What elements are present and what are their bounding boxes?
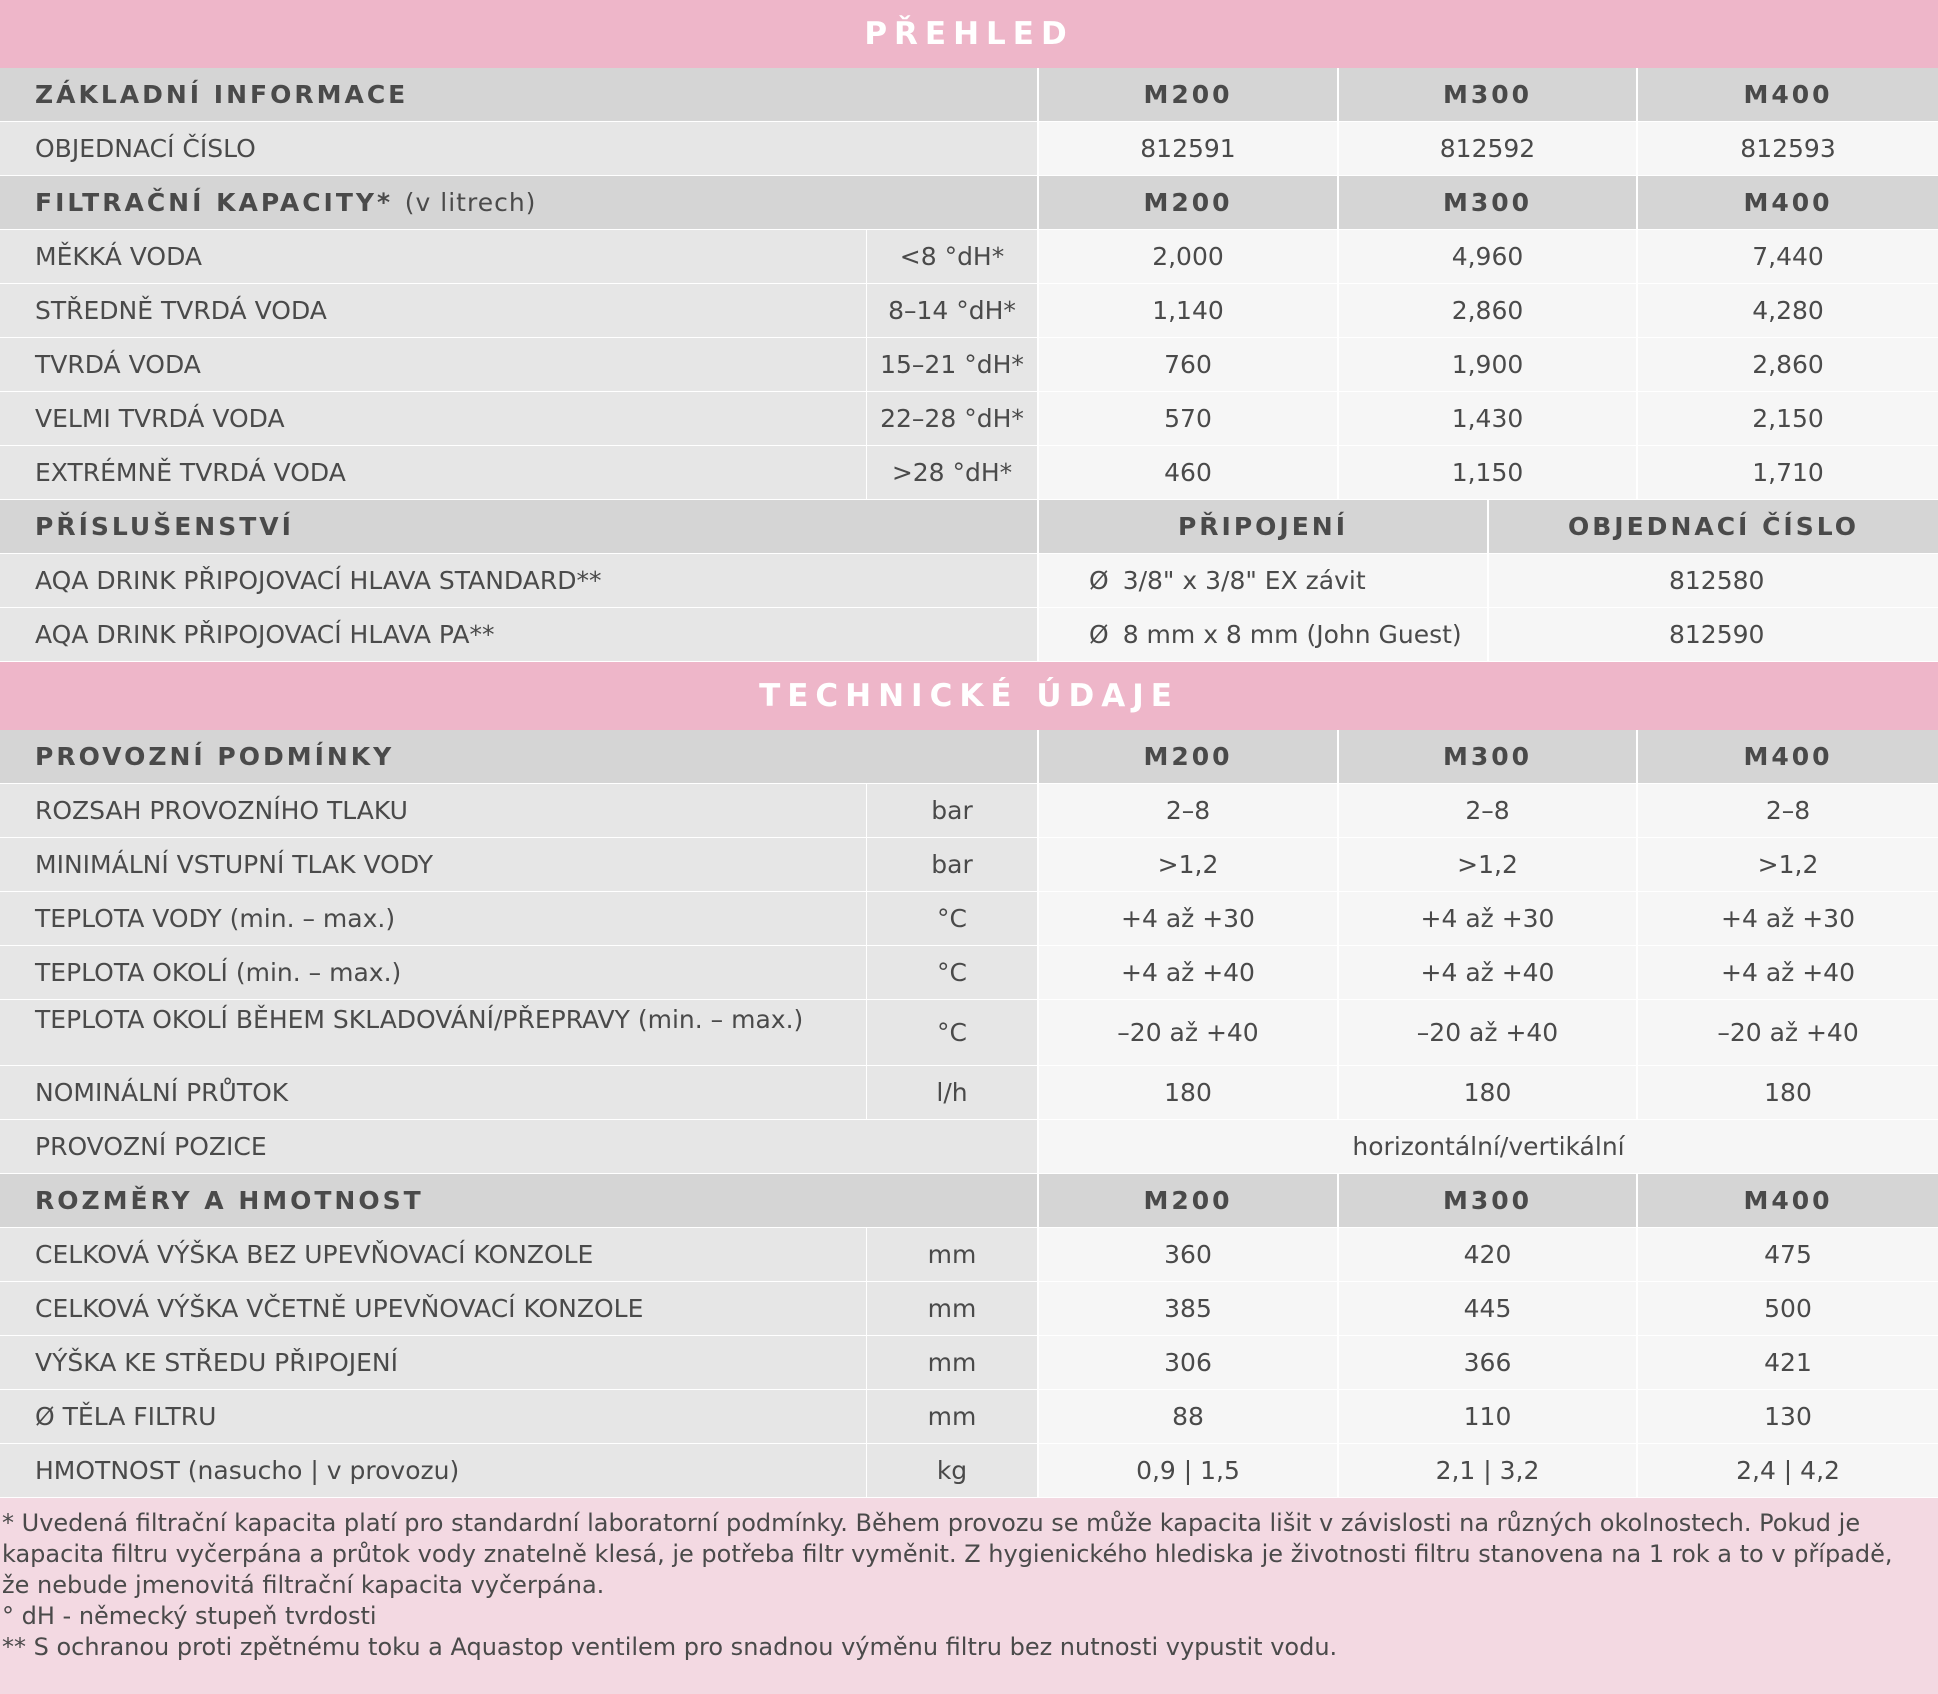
model-header-m200: M200 [1037,68,1337,122]
table-row [0,1336,1938,1390]
accessories-section [0,500,1938,554]
row-unit: kg [866,1444,1037,1498]
model-header-m400: M400 [1636,68,1938,122]
table-row [0,892,1938,946]
value-m200: 812591 [1037,122,1337,176]
row-label: EXTRÉMNĚ TVRDÁ VODA [0,446,866,500]
accessory-row [0,554,1938,608]
table-row [0,1066,1938,1120]
accessory-order-number: 812590 [1487,608,1938,662]
value-m400: –20 až +40 [1636,1000,1938,1066]
capacity-section-heading [0,176,1037,230]
order-number-row [0,122,1938,176]
value-m400: 812593 [1636,122,1938,176]
basic-info-section-heading [0,68,1037,122]
footnotes [2,1508,1927,1663]
model-header-m400: M400 [1636,1174,1938,1228]
footnote-dh: ° dH - německý stupeň tvrdosti [2,1602,377,1630]
table-row [0,1282,1938,1336]
value-m400: 500 [1636,1282,1938,1336]
accessories-heading: PŘÍSLUŠENSTVÍ [0,500,1037,554]
table-row [0,338,1938,392]
value-m400: 421 [1636,1336,1938,1390]
row-unit: mm [866,1390,1037,1444]
value-m300: 4,960 [1337,230,1636,284]
value-m400: 4,280 [1636,284,1938,338]
accessory-row [0,608,1938,662]
value-m200: 460 [1037,446,1337,500]
row-label: CELKOVÁ VÝŠKA VČETNĚ UPEVŇOVACÍ KONZOLE [0,1282,866,1336]
accessory-connection [1037,554,1487,608]
diameter-symbol: Ø [1089,566,1109,595]
model-header-m300: M300 [1337,176,1636,230]
value-m400: +4 až +30 [1636,892,1938,946]
value-m400: 2,150 [1636,392,1938,446]
connection-header: PŘIPOJENÍ [1037,500,1487,554]
model-header-m200: M200 [1037,730,1337,784]
section-heading-text: ROZMĚRY A HMOTNOST [35,1186,424,1215]
value-m400: 2,4 | 4,2 [1636,1444,1938,1498]
value-m300: +4 až +40 [1337,946,1636,1000]
section-heading-text: PROVOZNÍ PODMÍNKY [35,742,395,771]
table-row [0,1390,1938,1444]
row-label: VELMI TVRDÁ VODA [0,392,866,446]
value-m300: 1,150 [1337,446,1636,500]
position-value: horizontální/vertikální [1037,1120,1938,1174]
value-m300: 180 [1337,1066,1636,1120]
row-label: TEPLOTA VODY (min. – max.) [0,892,866,946]
row-label: STŘEDNĚ TVRDÁ VODA [0,284,866,338]
technical-banner [0,662,1938,730]
row-label: TEPLOTA OKOLÍ (min. – max.) [0,946,866,1000]
row-unit: 22–28 °dH* [866,392,1037,446]
value-m300: 420 [1337,1228,1636,1282]
table-row [0,230,1938,284]
table-row [0,1000,1938,1066]
row-label: CELKOVÁ VÝŠKA BEZ UPEVŇOVACÍ KONZOLE [0,1228,866,1282]
dimensions-section-heading [0,1174,1037,1228]
value-m300: >1,2 [1337,838,1636,892]
value-m200: 180 [1037,1066,1337,1120]
value-m200: 2,000 [1037,230,1337,284]
table-row [0,784,1938,838]
model-header-m300: M300 [1337,68,1636,122]
table-row [0,1444,1938,1498]
model-header-m200: M200 [1037,1174,1337,1228]
value-m200: 2–8 [1037,784,1337,838]
value-m200: 306 [1037,1336,1337,1390]
row-unit: °C [866,946,1037,1000]
row-label: NOMINÁLNÍ PRŮTOK [0,1066,866,1120]
value-m200: +4 až +30 [1037,892,1337,946]
diameter-symbol: Ø [1089,620,1109,649]
operating-section-heading [0,730,1037,784]
row-unit: bar [866,784,1037,838]
value-m300: 366 [1337,1336,1636,1390]
model-header-m400: M400 [1636,730,1938,784]
value-m300: –20 až +40 [1337,1000,1636,1066]
overview-banner [0,0,1938,68]
row-label: Ø TĚLA FILTRU [0,1390,866,1444]
row-unit: mm [866,1228,1037,1282]
value-m400: 7,440 [1636,230,1938,284]
connection-text: 3/8" x 3/8" EX závit [1122,566,1366,595]
table-row [0,284,1938,338]
accessory-order-number: 812580 [1487,554,1938,608]
value-m200: 760 [1037,338,1337,392]
row-unit: mm [866,1282,1037,1336]
value-m200: +4 až +40 [1037,946,1337,1000]
row-label: OBJEDNACÍ ČÍSLO [0,122,1037,176]
row-unit: 15–21 °dH* [866,338,1037,392]
operating-section [0,730,1938,784]
table-row [0,838,1938,892]
row-label: MINIMÁLNÍ VSTUPNÍ TLAK VODY [0,838,866,892]
value-m200: 570 [1037,392,1337,446]
table-row [0,1228,1938,1282]
row-unit: <8 °dH* [866,230,1037,284]
connection-text: 8 mm x 8 mm (John Guest) [1122,620,1462,649]
row-label: TEPLOTA OKOLÍ BĚHEM SKLADOVÁNÍ/PŘEPRAVY (min. – max.) [0,1000,866,1066]
model-header-m300: M300 [1337,1174,1636,1228]
value-m400: 1,710 [1636,446,1938,500]
value-m300: 2,1 | 3,2 [1337,1444,1636,1498]
footnote-capacity: * Uvedená filtrační kapacita platí pro standardní laboratorní podmínky. Během provozu se může kapacita lišit v závislosti na různých okolnostech. Pokud je kapacita filtru vyčerpána a průtok vody znatelně klesá, je potřeba filtr vyměnit. Z hygienického hlediska je životnosti filtru stanovena na 1 rok a to v případě, že nebude jmenovitá filtrační kapacita vyčerpána. [2,1509,1893,1599]
value-m200: 0,9 | 1,5 [1037,1444,1337,1498]
row-unit: °C [866,1000,1037,1066]
row-unit: >28 °dH* [866,446,1037,500]
value-m300: 1,900 [1337,338,1636,392]
operating-position-row [0,1120,1938,1174]
value-m300: 445 [1337,1282,1636,1336]
table-row [0,446,1938,500]
value-m400: >1,2 [1636,838,1938,892]
section-heading-text: ZÁKLADNÍ INFORMACE [35,80,409,109]
value-m200: –20 až +40 [1037,1000,1337,1066]
row-unit: mm [866,1336,1037,1390]
section-heading-unit: (v litrech) [404,188,537,217]
value-m300: 110 [1337,1390,1636,1444]
value-m300: 2,860 [1337,284,1636,338]
footnote-accessories: ** S ochranou proti zpětnému toku a Aquastop ventilem pro snadnou výměnu filtru bez nutnosti vypustit vodu. [2,1633,1338,1661]
value-m200: 385 [1037,1282,1337,1336]
accessory-connection [1037,608,1487,662]
row-label: PROVOZNÍ POZICE [0,1120,1037,1174]
row-label: VÝŠKA KE STŘEDU PŘIPOJENÍ [0,1336,866,1390]
row-unit: bar [866,838,1037,892]
value-m300: +4 až +30 [1337,892,1636,946]
basic-info-section [0,68,1938,122]
value-m400: 180 [1636,1066,1938,1120]
value-m400: 475 [1636,1228,1938,1282]
value-m400: +4 až +40 [1636,946,1938,1000]
dimensions-section [0,1174,1938,1228]
model-header-m200: M200 [1037,176,1337,230]
model-header-m300: M300 [1337,730,1636,784]
row-label: TVRDÁ VODA [0,338,866,392]
value-m300: 812592 [1337,122,1636,176]
row-unit: 8–14 °dH* [866,284,1037,338]
table-row [0,946,1938,1000]
capacity-section [0,176,1938,230]
overview-banner-title: PŘEHLED [0,0,1938,68]
value-m200: >1,2 [1037,838,1337,892]
value-m200: 1,140 [1037,284,1337,338]
value-m300: 1,430 [1337,392,1636,446]
order-number-header: OBJEDNACÍ ČÍSLO [1487,500,1938,554]
section-heading-text: FILTRAČNÍ KAPACITY* [35,188,394,217]
accessory-label: AQA DRINK PŘIPOJOVACÍ HLAVA PA** [0,608,1037,662]
table-row [0,392,1938,446]
row-unit: °C [866,892,1037,946]
accessory-label: AQA DRINK PŘIPOJOVACÍ HLAVA STANDARD** [0,554,1037,608]
row-label: ROZSAH PROVOZNÍHO TLAKU [0,784,866,838]
value-m400: 2–8 [1636,784,1938,838]
value-m200: 88 [1037,1390,1337,1444]
value-m400: 130 [1636,1390,1938,1444]
value-m200: 360 [1037,1228,1337,1282]
model-header-m400: M400 [1636,176,1938,230]
technical-banner-title: TECHNICKÉ ÚDAJE [0,662,1938,730]
row-label: MĚKKÁ VODA [0,230,866,284]
row-label: HMOTNOST (nasucho | v provozu) [0,1444,866,1498]
value-m400: 2,860 [1636,338,1938,392]
row-unit: l/h [866,1066,1037,1120]
value-m300: 2–8 [1337,784,1636,838]
